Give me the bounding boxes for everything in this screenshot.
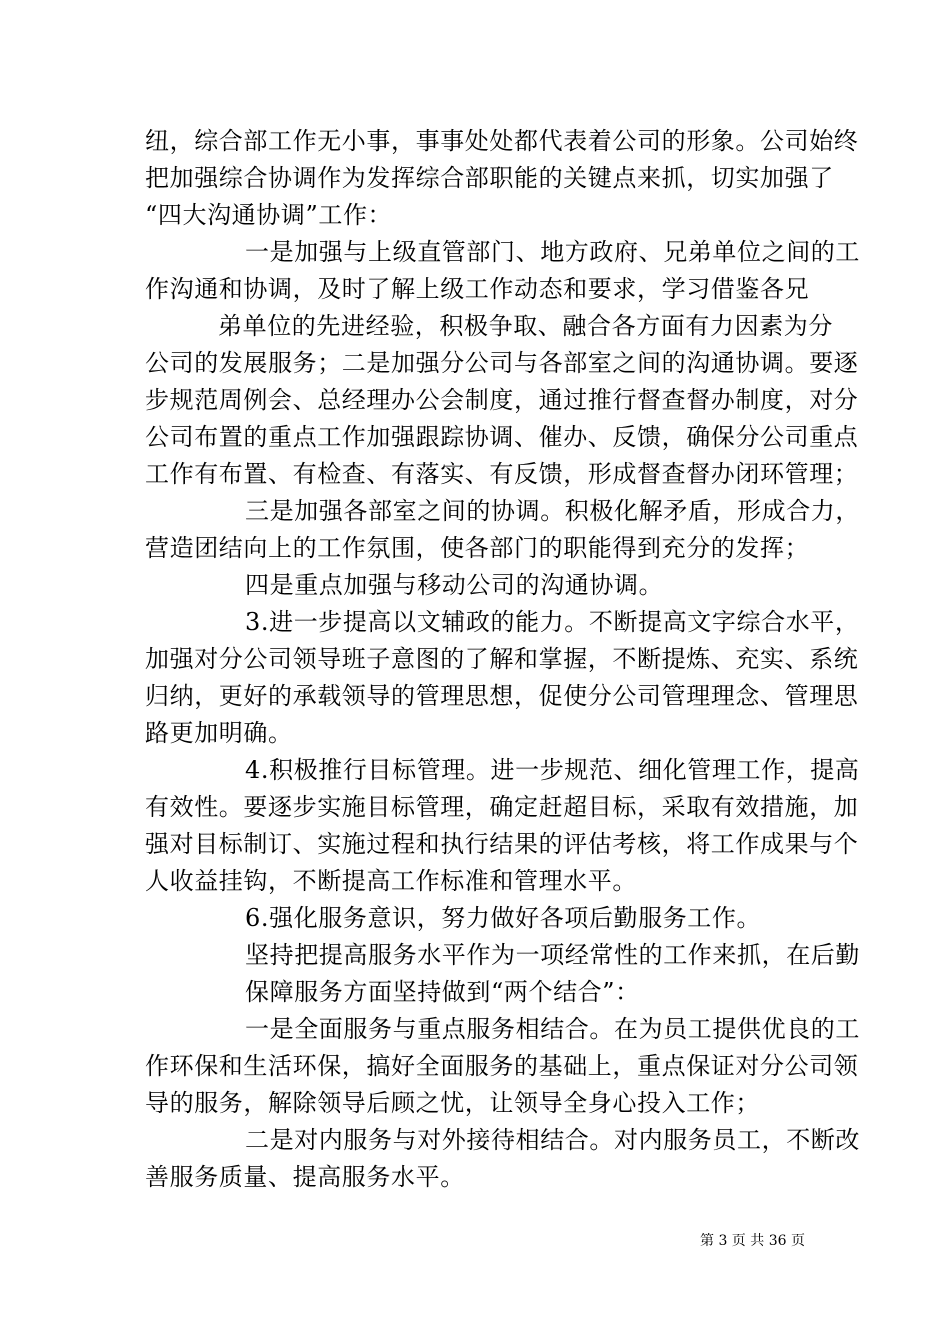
text-line: 4.积极推行目标管理。进一步规范、细化管理工作，提高 xyxy=(245,756,860,784)
text-line: “四大沟通协调”工作： xyxy=(145,201,393,229)
text-line: 归纳，更好的承载领导的管理思想，促使分公司管理理念、管理思 xyxy=(145,682,859,710)
text-line: 一是全面服务与重点服务相结合。在为员工提供优良的工 xyxy=(245,1015,860,1043)
text-line: 保障服务方面坚持做到“两个结合”： xyxy=(245,978,640,1006)
text-line: 二是对内服务与对外接待相结合。对内服务员工，不断改 xyxy=(245,1126,860,1154)
text-line: 纽，综合部工作无小事，事事处处都代表着公司的形象。公司始终 xyxy=(145,127,859,155)
text-line: 善服务质量、提高服务水平。 xyxy=(145,1163,465,1191)
text-line: 导的服务，解除领导后顾之忧，让领导全身心投入工作； xyxy=(145,1089,760,1117)
text-line: 加强对分公司领导班子意图的了解和掌握，不断提炼、充实、系统 xyxy=(145,645,859,673)
text-line: 公司布置的重点工作加强跟踪协调、催办、反馈，确保分公司重点 xyxy=(145,423,859,451)
text-line: 公司的发展服务；二是加强分公司与各部室之间的沟通协调。要逐 xyxy=(145,349,859,377)
text-line: 营造团结向上的工作氛围，使各部门的职能得到充分的发挥； xyxy=(145,534,810,562)
text-line: 3.进一步提高以文辅政的能力。不断提高文字综合水平， xyxy=(245,608,860,636)
text-line: 有效性。要逐步实施目标管理，确定赶超目标，采取有效措施，加 xyxy=(145,793,859,821)
text-line: 一是加强与上级直管部门、地方政府、兄弟单位之间的工 xyxy=(245,238,860,266)
text-line: 强对目标制订、实施过程和执行结果的评估考核，将工作成果与个 xyxy=(145,830,859,858)
text-line: 人收益挂钩，不断提高工作标准和管理水平。 xyxy=(145,867,637,895)
text-line: 6.强化服务意识，努力做好各项后勤服务工作。 xyxy=(245,904,762,932)
text-line: 作环保和生活环保，搞好全面服务的基础上，重点保证对分公司领 xyxy=(145,1052,859,1080)
text-line: 路更加明确。 xyxy=(145,719,293,747)
text-line: 四是重点加强与移动公司的沟通协调。 xyxy=(245,571,664,599)
text-line: 坚持把提高服务水平作为一项经常性的工作来抓，在后勤 xyxy=(245,941,860,969)
text-line: 作沟通和协调，及时了解上级工作动态和要求，学习借鉴各兄 xyxy=(145,275,810,303)
text-line: 把加强综合协调作为发挥综合部职能的关键点来抓，切实加强了 xyxy=(145,164,834,192)
page-number: 第 3 页 共 36 页 xyxy=(700,1233,805,1249)
text-line: 工作有布置、有检查、有落实、有反馈，形成督查督办闭环管理； xyxy=(145,460,859,488)
text-line: 弟单位的先进经验，积极争取、融合各方面有力因素为分 xyxy=(218,312,833,340)
text-line: 步规范周例会、总经理办公会制度，通过推行督查督办制度，对分 xyxy=(145,386,859,414)
text-line: 三是加强各部室之间的协调。积极化解矛盾，形成合力， xyxy=(245,497,860,525)
